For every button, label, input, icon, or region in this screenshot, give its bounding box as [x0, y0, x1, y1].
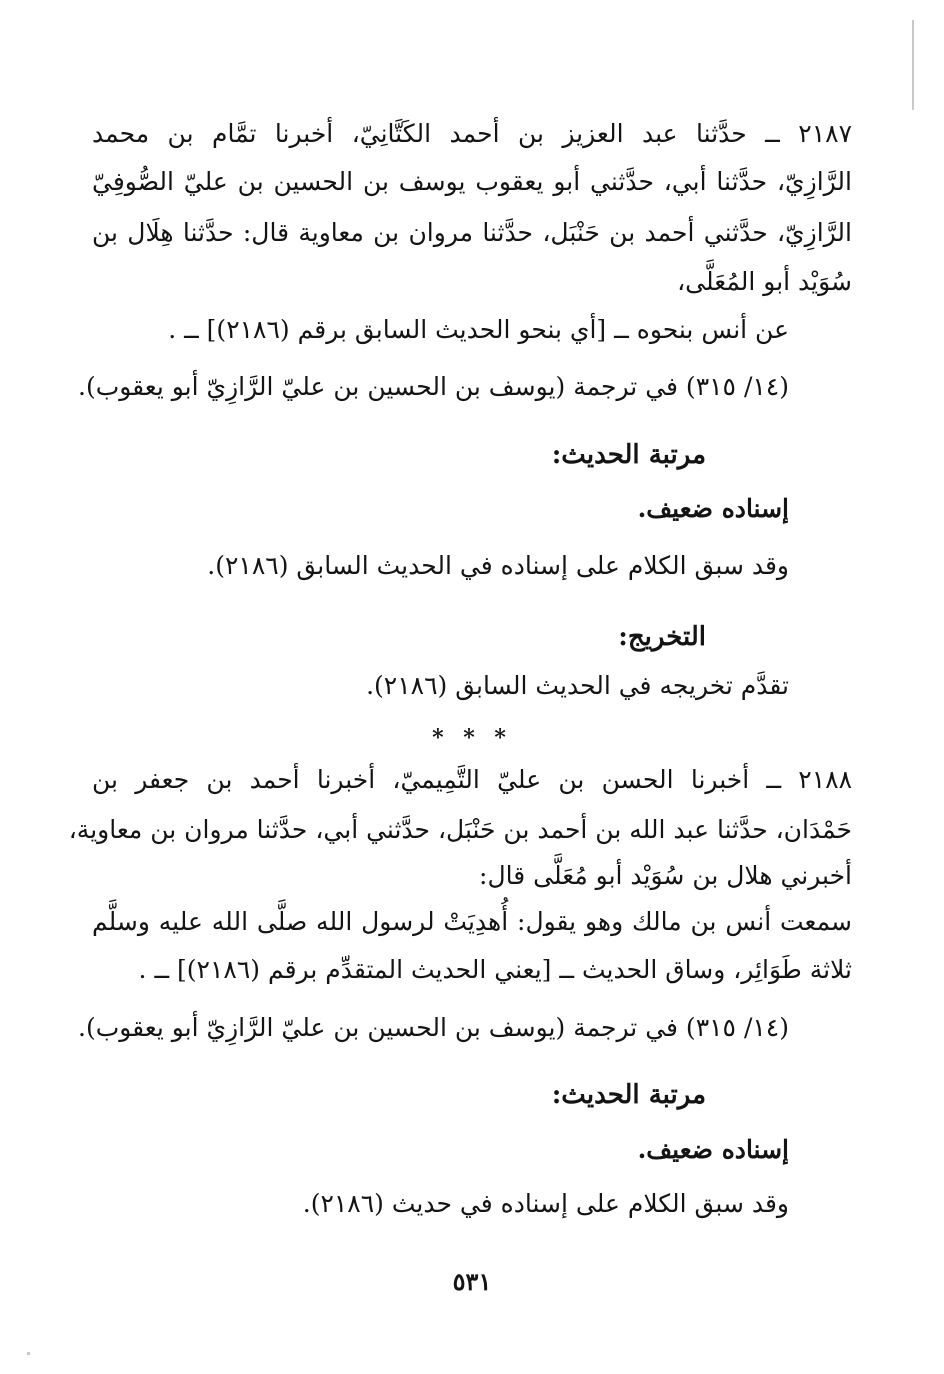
hadith-2187-isnad-line-3: الرَّازِيّ، حدَّثني أحمد بن حَنْبَل، حدَّثنا مروان بن معاوية قال: حدَّثنا هِلَال بن	[92, 218, 852, 247]
scan-margin-line	[912, 20, 914, 110]
hadith-2187-isnad-line-1: ٢١٨٧ ــ حدَّثنا عبد العزيز بن أحمد الكَتَّانِيّ، أخبرنا تمَّام بن محمد	[92, 119, 852, 148]
hadith-2188-grade-heading: مرتبة الحديث:	[551, 1080, 706, 1110]
hadith-2188-isnad-line-2: حَمْدَان، حدَّثنا عبد الله بن أحمد بن حَنْبَل، حدَّثني أبي، حدَّثنا مروان بن معاوية،	[68, 815, 852, 844]
hadith-2187-isnad-line-2: الرَّازِيّ، حدَّثنا أبي، حدَّثني أبو يعقوب يوسف بن الحسين بن عليّ الصُّوفِيّ	[92, 167, 852, 196]
hadith-2188-isnad-line-1: ٢١٨٨ ــ أخبرنا الحسن بن عليّ التَّمِيميّ، أخبرنا أحمد بن جعفر بن	[92, 765, 852, 794]
hadith-2188-matn-line-2: ثلاثة طَوَائِر، وساق الحديث ــ [يعني الحديث المتقدِّم برقم (٢١٨٦)] ــ .	[138, 955, 852, 984]
hadith-2187-isnad-line-4: سُوَيْد أبو المُعَلَّى،	[677, 267, 852, 296]
hadith-2187-source-reference: (١٤/ ٣١٥) في ترجمة (يوسف بن الحسين بن عليّ الرَّازِيّ أبو يعقوب).	[78, 372, 789, 401]
hadith-2187-matn: عن أنس بنحوه ــ [أي بنحو الحديث السابق برقم (٢١٨٦)] ــ .	[168, 315, 789, 344]
hadith-2188-isnad-line-3: أخبرني هلال بن سُوَيْد أبو مُعَلَّى قال:	[479, 861, 852, 890]
hadith-2187-takhrij: تقدَّم تخريجه في الحديث السابق (٢١٨٦).	[366, 671, 789, 700]
hadith-2187-grade: إسناده ضعيف.	[637, 494, 789, 523]
hadith-2188-grade-note: وقد سبق الكلام على إسناده في حديث (٢١٨٦).	[302, 1189, 789, 1218]
hadith-2188-grade: إسناده ضعيف.	[637, 1135, 789, 1164]
hadith-2187-takhrij-heading: التخريج:	[618, 622, 706, 652]
hadith-2187-grade-heading: مرتبة الحديث:	[551, 440, 706, 470]
section-separator: * * *	[432, 725, 512, 751]
hadith-2187-grade-note: وقد سبق الكلام على إسناده في الحديث السابق (٢١٨٦).	[207, 551, 789, 580]
scan-margin-dot	[27, 1352, 30, 1355]
page-number: ٥٣١	[452, 1267, 492, 1296]
hadith-2188-matn-line-1: سمعت أنس بن مالك وهو يقول: أُهدِيَتْ لرسول الله صلَّى الله عليه وسلَّم	[92, 907, 852, 936]
hadith-2188-source-reference: (١٤/ ٣١٥) في ترجمة (يوسف بن الحسين بن عليّ الرَّازِيّ أبو يعقوب).	[78, 1013, 789, 1042]
